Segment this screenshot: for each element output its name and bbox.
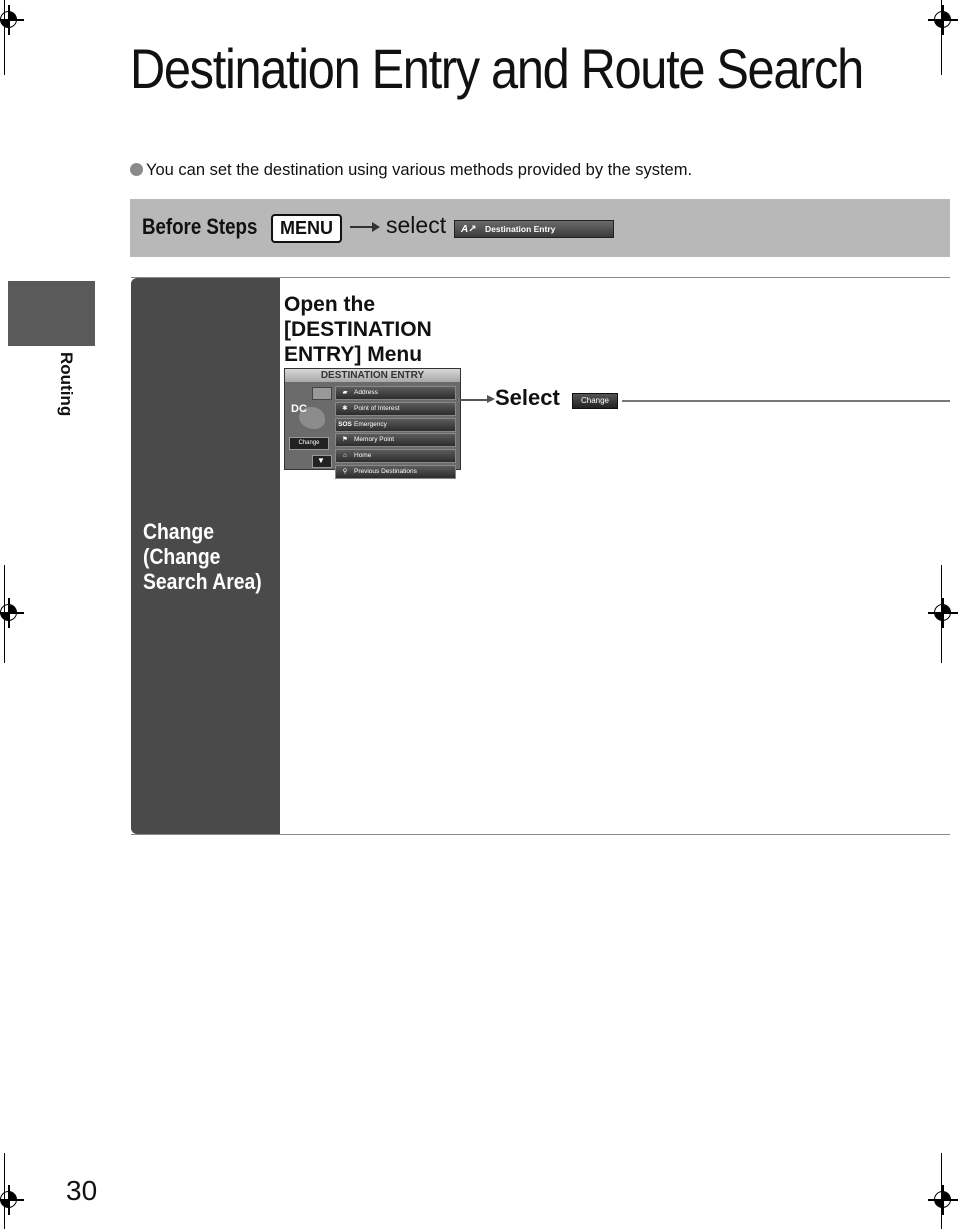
page-number: 30: [66, 1175, 98, 1206]
step-title: Open the [DESTINATION ENTRY] Menu: [284, 293, 432, 366]
section-column: [131, 278, 280, 834]
screen-change-button[interactable]: Change: [289, 437, 329, 450]
menu-item-label: Memory Point: [354, 436, 395, 444]
step-select-label: Select: [495, 385, 560, 410]
destination-entry-screen: [284, 368, 461, 475]
arrow-right-icon: [350, 226, 376, 228]
crop-line: [4, 565, 5, 663]
home-icon: ⌂: [343, 452, 347, 460]
menu-item-point-of-interest[interactable]: [335, 402, 456, 416]
menu-key[interactable]: MENU: [271, 214, 342, 243]
menu-item-address[interactable]: [335, 386, 456, 400]
menu-item-label: Point of Interest: [354, 404, 400, 412]
change-button[interactable]: Change: [572, 393, 618, 409]
intro-sentence: You can set the destination using various methods provided by the system.: [146, 161, 693, 179]
intro-text: [130, 161, 692, 180]
menu-item-label: Home: [354, 452, 372, 460]
arrow-down-icon: ▼: [317, 456, 325, 465]
page-title: Destination Entry and Route Search: [130, 37, 863, 100]
menu-item-label: Address: [354, 389, 378, 396]
menu-item-emergency[interactable]: [335, 418, 456, 432]
registration-mark-bottom-right: [928, 1185, 958, 1215]
crop-line: [4, 0, 5, 75]
before-steps-label: Before Steps: [142, 214, 258, 239]
crop-line: [941, 1153, 942, 1229]
procedure-box: [131, 277, 950, 835]
before-steps-band: [130, 199, 950, 257]
destination-menu-list: [335, 386, 456, 481]
menu-item-previous-destinations[interactable]: [335, 465, 456, 479]
menu-item-label: Emergency: [354, 420, 387, 428]
menu-item-memory-point[interactable]: [335, 433, 456, 447]
scroll-up-button[interactable]: [312, 387, 332, 400]
sos-icon: SOS: [338, 420, 352, 428]
registration-mark-top-right: [928, 5, 958, 35]
poi-icon: ✱: [342, 404, 348, 412]
az-icon: A↗: [461, 224, 477, 235]
menu-item-label: Previous Destinations: [354, 467, 417, 475]
section-label: Change (Change Search Area): [143, 519, 262, 594]
crop-line: [4, 1153, 5, 1229]
address-icon: ▰: [342, 389, 348, 396]
memory-point-icon: ⚑: [342, 436, 348, 444]
destination-entry-button-label: Destination Entry: [485, 224, 556, 234]
select-word: select: [386, 212, 447, 238]
arrow-right-icon: [460, 399, 492, 401]
side-tab-block: [8, 281, 95, 346]
map-region-label: DC: [291, 403, 307, 415]
crop-line: [941, 0, 942, 75]
previous-destinations-icon: ⚲: [342, 467, 348, 475]
connector-line: [622, 400, 950, 402]
bullet-icon: [130, 163, 143, 176]
screen-header: DESTINATION ENTRY: [285, 369, 460, 382]
menu-item-home[interactable]: [335, 449, 456, 463]
destination-entry-button[interactable]: [454, 220, 614, 238]
side-tab-label: Routing: [57, 352, 76, 417]
